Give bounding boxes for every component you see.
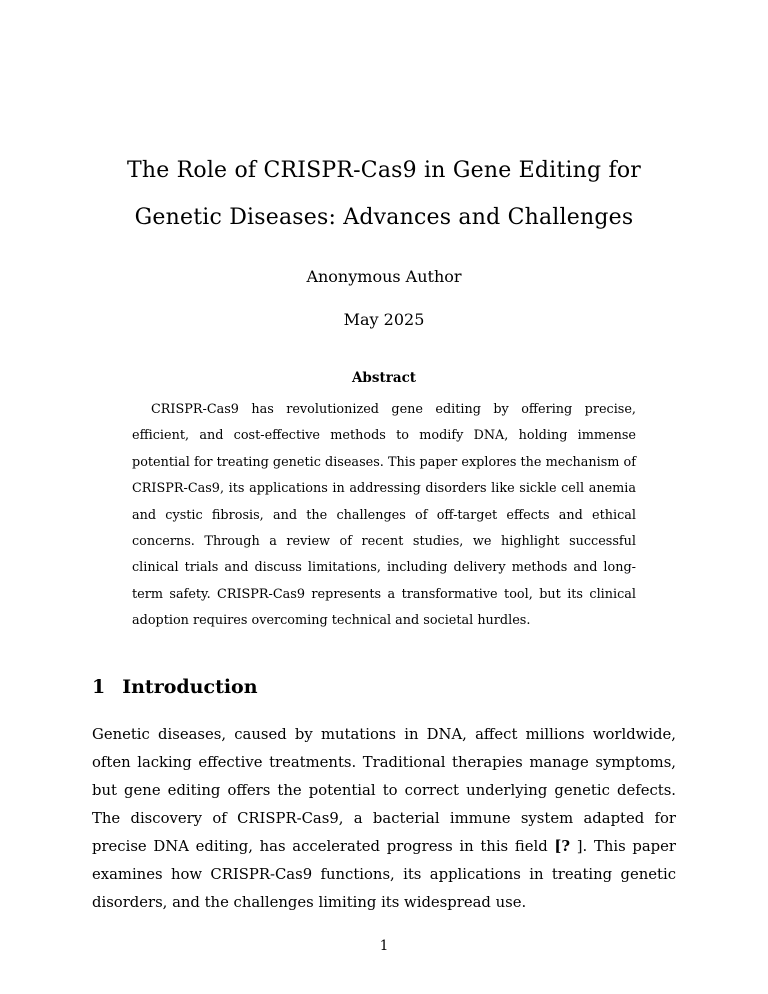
citation-marker: [? bbox=[554, 837, 571, 855]
abstract-body: CRISPR-Cas9 has revolutionized gene editing by offering precise, efficient, and cost-effective methods to modify DNA, holding immense potential for treating genetic diseases. This paper explores the mechanism of CRISPR-Cas9, its applications in addressing disorders like sickle cell anemia and cystic fibrosis, and the challenges of off-target effects and ethical concerns. Through a review of recent studies, we highlight successful clinical trials and discuss limitations, including delivery methods and long-term safety. CRISPR-Cas9 represents a transformative tool, but its clinical adoption requires overcoming technical and societal hurdles. bbox=[132, 402, 636, 629]
paper-date: May 2025 bbox=[343, 310, 425, 329]
intro-text-before-citation: Genetic diseases, caused by mutations in DNA, affect millions worldwide, often lacking effective treatments. Traditional therapies manage symptoms, but gene editing offers the potential to correct underlying genetic defects. The discovery of CRISPR-Cas9, a bacterial immune system adapted for precise DNA editing, has accelerated progress in this field bbox=[92, 725, 676, 855]
abstract-heading: Abstract bbox=[351, 370, 417, 386]
paper-title: The Role of CRISPR-Cas9 in Gene Editing for Genetic Diseases: Advances and Challenges bbox=[126, 158, 642, 230]
intro-text-after-citation: ]. This paper examines how CRISPR-Cas9 functions, its applications in treating genetic disorders, and the challenges limiting its widespread use. bbox=[92, 837, 676, 911]
abstract-section bbox=[92, 371, 676, 635]
paper-author: Anonymous Author bbox=[306, 267, 462, 286]
section-number: 1 bbox=[92, 675, 106, 698]
page-number: 1 bbox=[379, 938, 389, 954]
section-heading-introduction bbox=[92, 675, 676, 699]
section-title: Introduction bbox=[122, 675, 258, 698]
introduction-paragraph bbox=[92, 721, 676, 917]
